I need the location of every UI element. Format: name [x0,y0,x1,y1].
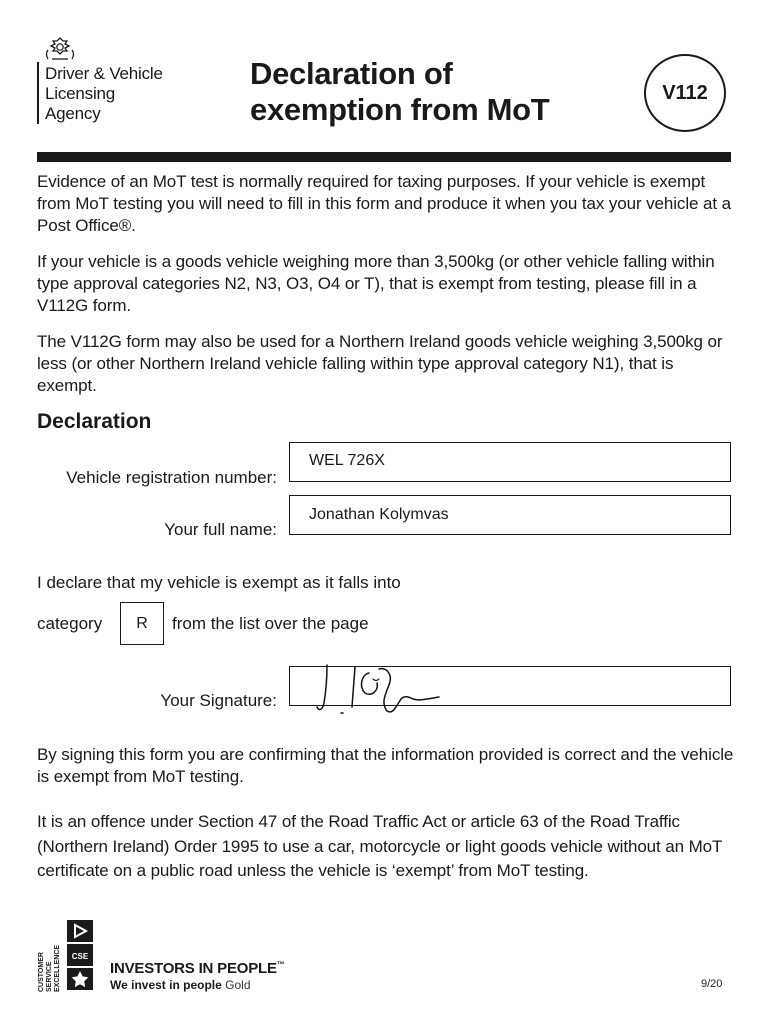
form-code: V112 [662,81,708,104]
title-line: Declaration of [250,56,453,91]
signature-label: Your Signature: [160,691,277,710]
confirmation-paragraph: By signing this form you are confirming that the information provided is correct and the vehicle is exempt from MoT testing. [37,745,734,786]
royal-crest-icon [38,36,82,62]
iip-tagline-strong: We invest in people [110,978,222,992]
header-rule [37,152,731,162]
iip-tagline [110,978,251,992]
agency-line: Licensing [45,84,116,103]
title-line: exemption from MoT [250,92,550,127]
cse-label: CUSTOMER SERVICE EXCELLENCE [38,944,61,992]
declare-statement: I declare that my vehicle is exempt as it falls into [37,573,401,592]
document-title [250,56,549,128]
category-value: R [136,614,148,632]
registration-value: WEL 726X [309,452,385,469]
offence-paragraph: It is an offence under Section 47 of the Road Traffic Act or article 63 of the Road Traffic (Northern Ireland) Order 1995 to use a car, motorcycle or light goods vehicle without an MoT certificate on a public road unless the vehicle is ‘exempt’ from MoT testing. [37,812,722,880]
iip-trademark: ™ [276,960,285,969]
full-name-label: Your full name: [164,520,277,539]
category-suffix: from the list over the page [172,614,369,633]
version-code: 9/20 [701,978,723,990]
intro-paragraph-3: The V112G form may also be used for a Northern Ireland goods vehicle weighing 3,500kg or less (or other Northern Ireland vehicle falling within type approval category N1), that is exempt. [37,332,723,395]
full-name-field[interactable] [289,495,731,535]
handwritten-signature [305,657,455,719]
full-name-value: Jonathan Kolymvas [309,506,449,523]
agency-line: Driver & Vehicle [45,64,163,83]
agency-line: Agency [45,104,101,123]
intro-paragraph-2: If your vehicle is a goods vehicle weighing more than 3,500kg (or other vehicle falling within type approval categories N2, N3, O3, O4 or T), that is exempt from testing, please fill in a V112G form. [37,252,715,315]
iip-title: INVESTORS IN PEOPLE [110,960,277,977]
category-field[interactable] [120,602,164,645]
form-code-badge [644,54,726,132]
intro-paragraph-1: Evidence of an MoT test is normally required for taxing purposes. If your vehicle is exempt from MoT testing you will need to fill in this form and produce it when you tax your vehicle at a Post Office®. [37,172,731,235]
investors-in-people-logo [110,960,285,977]
agency-divider [37,62,39,124]
cse-logo-icon [67,920,95,992]
cse-badge-text: CSE [71,952,89,961]
iip-level: Gold [225,978,251,992]
registration-label: Vehicle registration number: [66,468,277,487]
registration-field[interactable] [289,442,731,482]
agency-name [45,64,163,124]
declaration-heading: Declaration [37,410,152,433]
category-label: category [37,614,103,633]
